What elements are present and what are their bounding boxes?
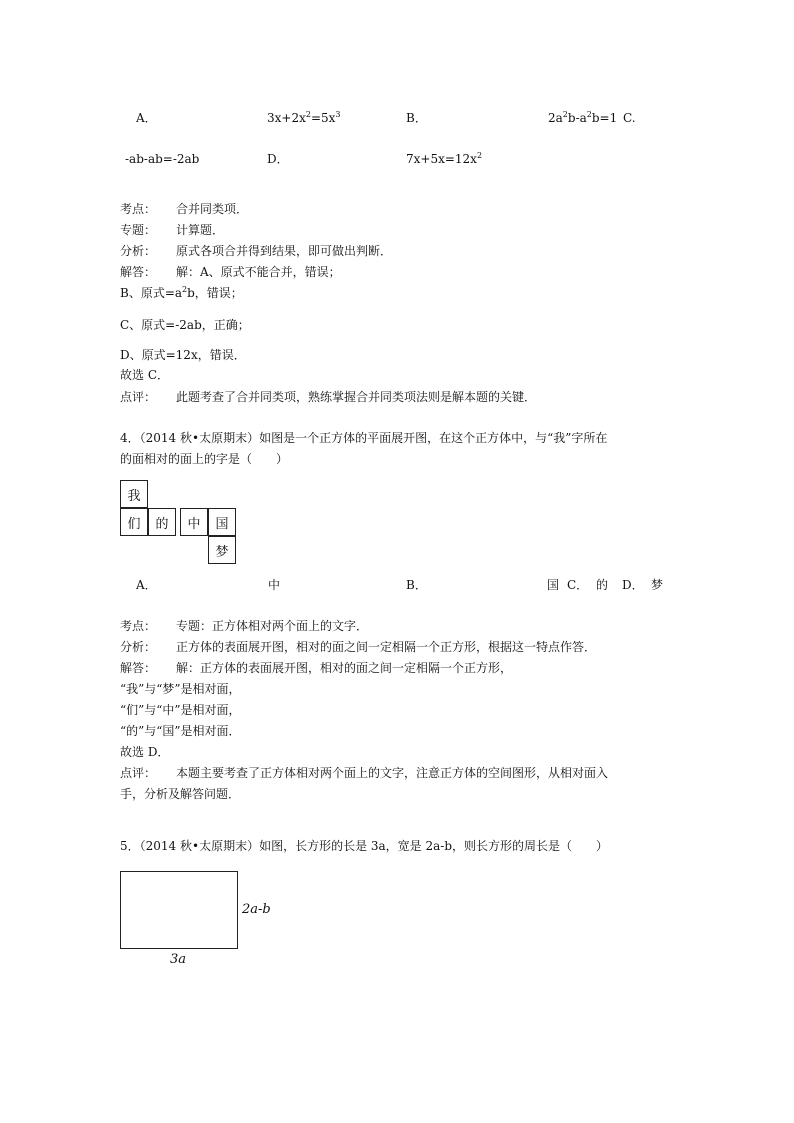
net-cell-de: 的 xyxy=(148,508,176,536)
q3-dianping-label: 点评： xyxy=(120,390,157,404)
q4-pair-3: “的”与“国”是相对面． xyxy=(120,724,241,738)
q3-zhuanti-label: 专题： xyxy=(120,223,157,237)
q4-option-b-value: 国 xyxy=(547,578,560,592)
q4-option-a-label: A． xyxy=(136,578,157,592)
q3-option-d-expr: $7x+5x=12x^2$ xyxy=(406,151,483,166)
q4-option-d-value: 梦 xyxy=(651,578,664,592)
q3-option-c-label: C. xyxy=(623,111,636,125)
net-cell-men: 们 xyxy=(120,508,148,536)
q4-kaodian-label: 考点： xyxy=(120,619,157,633)
q4-kaodian: 专题：正方体相对两个面上的文字． xyxy=(176,619,369,633)
net-cell-meng: 梦 xyxy=(208,536,236,564)
q3-option-a-label: A． xyxy=(136,111,157,125)
q5-stem: 5．（2014 秋•太原期末）如图，长方形的长是 3a，宽是 2a-b，则长方形的周长是（ ） xyxy=(120,839,609,853)
q4-dianping-1: 本题主要考查了正方体相对两个面上的文字，注意正方体的空间图形，从相对面入 xyxy=(176,766,609,780)
q4-option-c-label: C． xyxy=(567,578,589,592)
net-cell-zhong: 中 xyxy=(180,508,208,536)
net-cell-guo: 国 xyxy=(208,508,236,536)
q3-dianping: 此题考查了合并同类项，熟练掌握合并同类项法则是解本题的关键． xyxy=(176,390,537,404)
q4-fenxi: 正方体的表面展开图，相对的面之间一定相隔一个正方形，根据这一特点作答． xyxy=(176,640,597,654)
q4-option-c-value: 的 xyxy=(596,578,609,592)
q4-option-d-label: D． xyxy=(622,578,644,592)
q3-fenxi-label: 分析： xyxy=(120,244,157,258)
q3-option-b-label: B． xyxy=(406,111,427,125)
q3-jieda: 解：A、原式不能合并，错误； xyxy=(176,265,341,279)
q4-dianping-label: 点评： xyxy=(120,766,157,780)
q3-kaodian: 合并同类项． xyxy=(176,202,249,216)
q3-option-c-expr: -ab-ab=-2ab xyxy=(125,152,200,166)
q4-stem-line1: 4．（2014 秋•太原期末）如图是一个正方体的平面展开图，在这个正方体中，与“我”字所在 xyxy=(120,431,608,445)
q4-fenxi-label: 分析： xyxy=(120,640,157,654)
q3-jieda-label: 解答： xyxy=(120,265,157,279)
q4-choice: 故选 D． xyxy=(120,745,170,759)
rectangle-length-label: 3a xyxy=(170,952,187,967)
q3-option-a-expr: $3x+2x^2=5x^3$ xyxy=(267,110,341,125)
q3-fenxi: 原式各项合并得到结果，即可做出判断． xyxy=(176,244,393,258)
q4-jieda-label: 解答： xyxy=(120,661,157,675)
rectangle-width-label: 2a-b xyxy=(242,902,271,917)
q3-line-b: B、原式$=a^2b$，错误； xyxy=(120,285,243,300)
q4-stem-line2: 的面相对的面上的字是（ ） xyxy=(120,452,289,466)
q3-zhuanti: 计算题． xyxy=(176,223,225,237)
q3-option-b-expr: $2a^2b-a^2b=1$ xyxy=(548,110,618,125)
q3-line-d: D、原式=12x，错误． xyxy=(120,348,246,362)
rectangle-shape xyxy=(120,871,238,949)
q4-option-b-label: B． xyxy=(406,578,427,592)
net-cell-wo: 我 xyxy=(120,480,148,508)
q4-dianping-2: 手，分析及解答问题． xyxy=(120,787,241,801)
q4-jieda: 解：正方体的表面展开图，相对的面之间一定相隔一个正方形， xyxy=(176,661,513,675)
q3-kaodian-label: 考点： xyxy=(120,202,157,216)
q3-option-d-label: D． xyxy=(267,152,289,166)
q4-pair-2: “们”与“中”是相对面， xyxy=(120,703,241,717)
q3-line-c: C、原式=-2ab，正确； xyxy=(120,318,250,332)
q4-pair-1: “我”与“梦”是相对面， xyxy=(120,682,241,696)
q4-option-a-value: 中 xyxy=(268,578,281,592)
q3-choice: 故选 C． xyxy=(120,368,169,382)
